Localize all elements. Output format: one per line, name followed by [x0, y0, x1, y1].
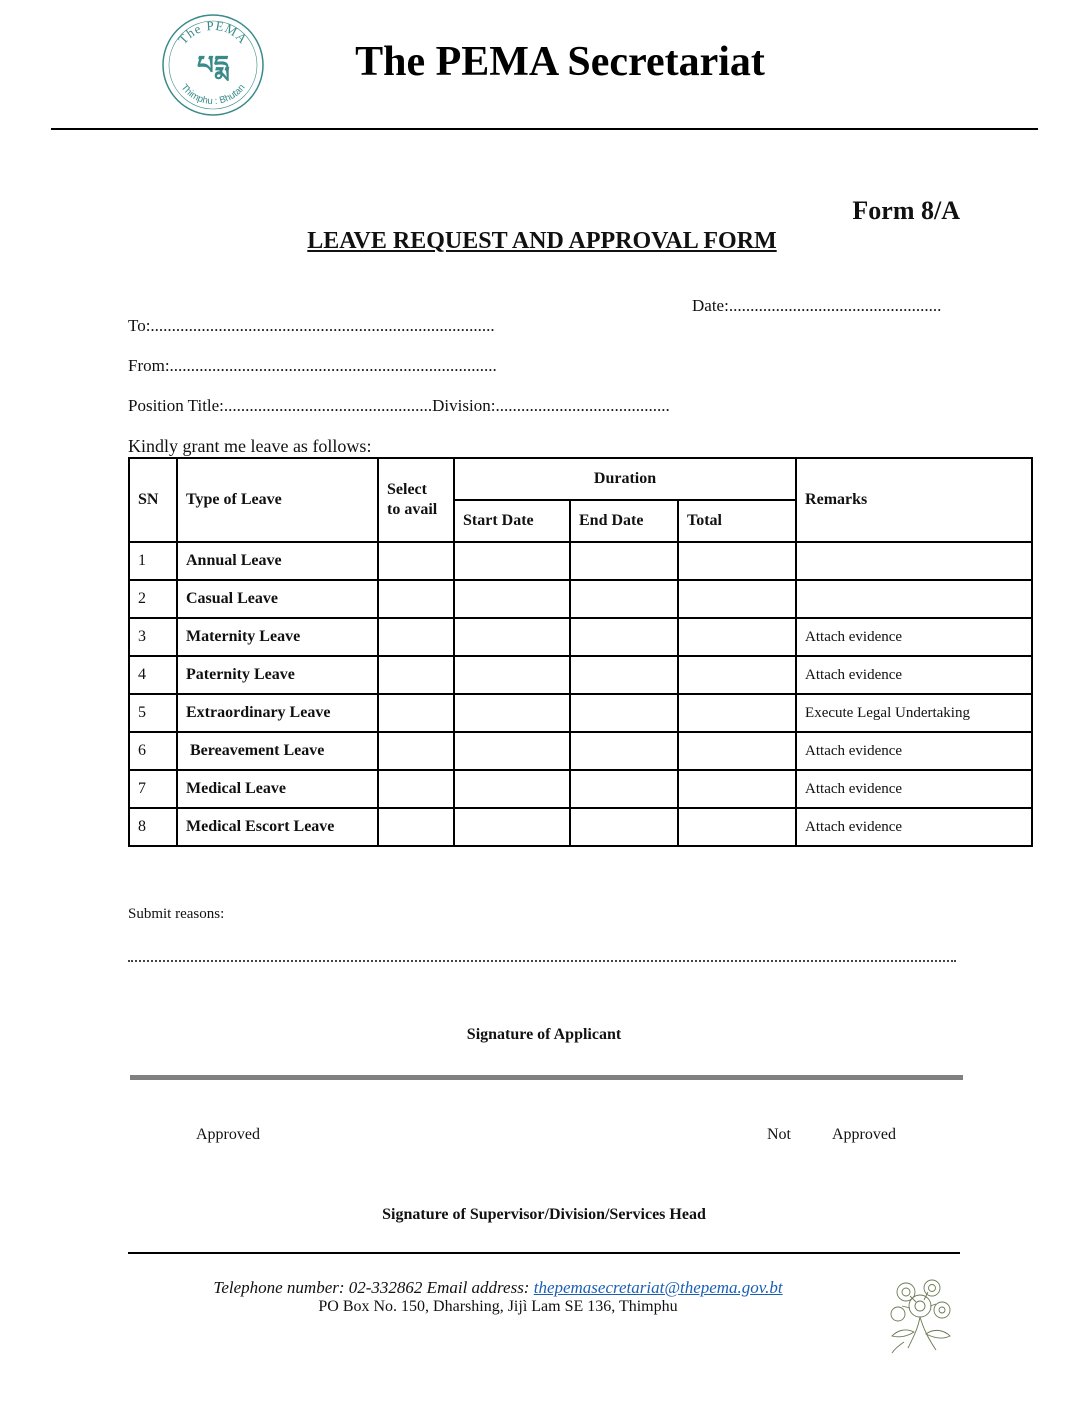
end-date-cell[interactable] — [570, 656, 678, 694]
row-sn: 8 — [129, 808, 177, 846]
start-date-cell[interactable] — [454, 808, 570, 846]
contact-prefix: Telephone number: 02-332862 Email address: — [213, 1278, 534, 1297]
header-duration: Duration — [454, 458, 796, 500]
submit-reasons-field[interactable] — [128, 946, 956, 962]
row-sn: 4 — [129, 656, 177, 694]
header-select — [378, 458, 454, 542]
total-cell[interactable] — [678, 542, 796, 580]
supervisor-signature-label: Signature of Supervisor/Division/Services Head — [382, 1206, 706, 1223]
row-type: Extraordinary Leave — [177, 694, 378, 732]
not-approved-option-not[interactable]: Not — [767, 1126, 791, 1143]
start-date-cell[interactable] — [454, 770, 570, 808]
select-cell[interactable] — [378, 542, 454, 580]
total-cell[interactable] — [678, 808, 796, 846]
applicant-signature-label: Signature of Applicant — [466, 1026, 622, 1043]
select-cell[interactable] — [378, 618, 454, 656]
leave-table — [128, 457, 1033, 847]
start-date-cell[interactable] — [454, 580, 570, 618]
table-row — [129, 694, 1032, 732]
start-date-cell[interactable] — [454, 618, 570, 656]
select-cell[interactable] — [378, 694, 454, 732]
header-sn: SN — [129, 458, 177, 542]
row-remarks: Attach evidence — [796, 808, 1032, 846]
end-date-cell[interactable] — [570, 542, 678, 580]
table-row — [129, 732, 1032, 770]
total-cell[interactable] — [678, 618, 796, 656]
select-cell[interactable] — [378, 580, 454, 618]
row-type: Maternity Leave — [177, 618, 378, 656]
row-sn: 3 — [129, 618, 177, 656]
table-row — [129, 542, 1032, 580]
start-date-cell[interactable] — [454, 656, 570, 694]
select-cell[interactable] — [378, 656, 454, 694]
row-sn: 5 — [129, 694, 177, 732]
position-division-field[interactable]: Position Title:.................................................Division:......................................... — [128, 396, 670, 415]
row-remarks: Attach evidence — [796, 656, 1032, 694]
flower-icon — [884, 1276, 958, 1354]
end-date-cell[interactable] — [570, 732, 678, 770]
row-remarks: Execute Legal Undertaking — [796, 694, 1032, 732]
table-row — [129, 656, 1032, 694]
to-field[interactable]: To:................................................................................. — [128, 316, 495, 335]
approval-divider — [130, 1075, 963, 1080]
table-row — [129, 770, 1032, 808]
header-total: Total — [678, 500, 796, 542]
select-cell[interactable] — [378, 770, 454, 808]
table-row — [129, 618, 1032, 656]
row-type: Casual Leave — [177, 580, 378, 618]
end-date-cell[interactable] — [570, 618, 678, 656]
end-date-cell[interactable] — [570, 770, 678, 808]
row-type: Medical Leave — [177, 770, 378, 808]
row-sn: 2 — [129, 580, 177, 618]
svg-text:པདྨ: པདྨ — [197, 51, 229, 81]
organization-title: The PEMA Secretariat — [355, 39, 765, 85]
svg-text:The PEMA: The PEMA — [175, 17, 251, 47]
select-cell[interactable] — [378, 808, 454, 846]
header-start-date: Start Date — [454, 500, 570, 542]
submit-reasons-label: Submit reasons: — [128, 906, 225, 922]
total-cell[interactable] — [678, 694, 796, 732]
form-number: Form 8/A — [852, 196, 960, 225]
total-cell[interactable] — [678, 580, 796, 618]
approved-option[interactable]: Approved — [196, 1126, 260, 1143]
footer-divider — [128, 1252, 960, 1254]
total-cell[interactable] — [678, 656, 796, 694]
row-type: Annual Leave — [177, 542, 378, 580]
leave-intro-text: Kindly grant me leave as follows: — [128, 436, 372, 456]
row-remarks — [796, 542, 1032, 580]
row-type: Medical Escort Leave — [177, 808, 378, 846]
contact-line — [0, 1278, 996, 1298]
email-link[interactable]: thepemasecretariat@thepema.gov.bt — [533, 1278, 783, 1297]
row-remarks: Attach evidence — [796, 732, 1032, 770]
header-select-line1: Select — [387, 481, 427, 498]
start-date-cell[interactable] — [454, 732, 570, 770]
date-field[interactable]: Date:.................................................. — [692, 296, 942, 315]
header-type: Type of Leave — [177, 458, 378, 542]
table-row — [129, 808, 1032, 846]
header-divider — [51, 128, 1038, 130]
postal-address: PO Box No. 150, Dharshing, Jijì Lam SE 136, Thimphu — [318, 1298, 678, 1315]
row-sn: 1 — [129, 542, 177, 580]
start-date-cell[interactable] — [454, 694, 570, 732]
total-cell[interactable] — [678, 732, 796, 770]
row-sn: 7 — [129, 770, 177, 808]
select-cell[interactable] — [378, 732, 454, 770]
table-row — [129, 580, 1032, 618]
header-remarks: Remarks — [796, 458, 1032, 542]
svg-text:Thimphu : Bhutan: Thimphu : Bhutan — [178, 82, 248, 108]
from-field[interactable]: From:............................................................................. — [128, 356, 497, 375]
row-type: Bereavement Leave — [177, 732, 378, 770]
end-date-cell[interactable] — [570, 808, 678, 846]
end-date-cell[interactable] — [570, 580, 678, 618]
row-sn: 6 — [129, 732, 177, 770]
row-remarks — [796, 580, 1032, 618]
form-title: LEAVE REQUEST AND APPROVAL FORM — [307, 228, 777, 254]
start-date-cell[interactable] — [454, 542, 570, 580]
total-cell[interactable] — [678, 770, 796, 808]
row-remarks: Attach evidence — [796, 618, 1032, 656]
header-end-date: End Date — [570, 500, 678, 542]
header-select-line2: to avail — [387, 501, 438, 518]
not-approved-option-approved[interactable]: Approved — [832, 1126, 896, 1143]
row-type: Paternity Leave — [177, 656, 378, 694]
end-date-cell[interactable] — [570, 694, 678, 732]
row-remarks: Attach evidence — [796, 770, 1032, 808]
